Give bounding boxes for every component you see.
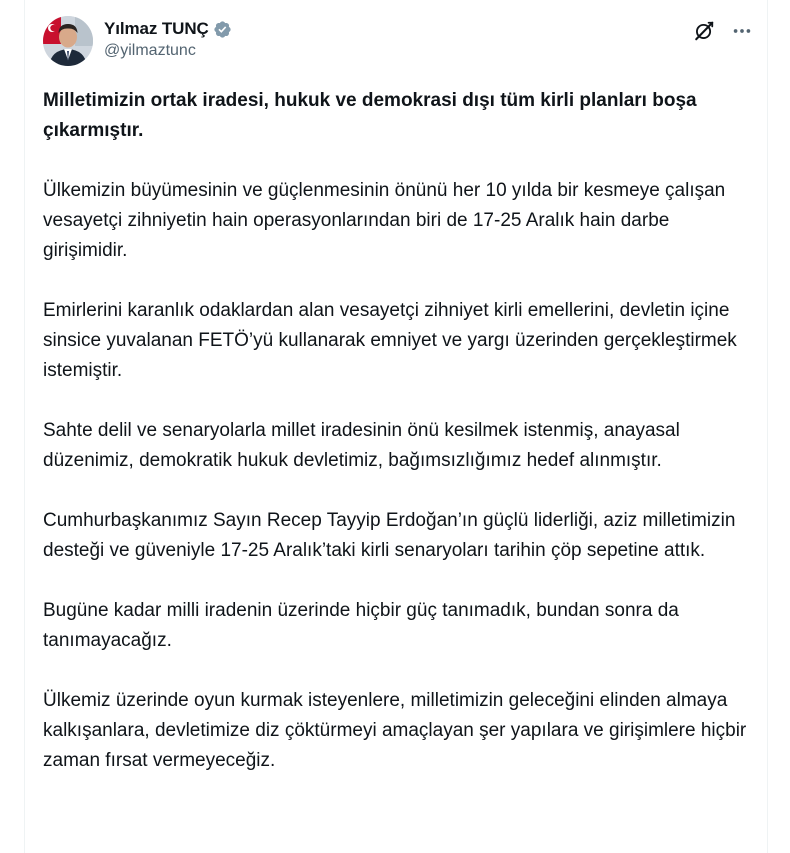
grok-icon[interactable] xyxy=(693,20,715,42)
tweet-paragraph: Cumhurbaşkanımız Sayın Recep Tayyip Erdoğan’ın güçlü liderliği, aziz milletimizin desteği ve güveniyle 17-25 Aralık’taki kirli senaryoları tarihin çöp sepetine attık. xyxy=(43,510,736,561)
tweet-text xyxy=(43,86,755,806)
display-name[interactable]: Yılmaz TUNÇ xyxy=(104,19,209,38)
name-row xyxy=(104,18,232,40)
tweet-paragraph: Ülkemizin büyümesinin ve güçlenmesinin önünü her 10 yılda bir kesmeye çalışan vesayetçi zihniyetin hain operasyonlarından biri de 17-25 Aralık hain darbe girişimidir. xyxy=(43,180,726,261)
author-names xyxy=(104,18,232,60)
tweet-paragraph-headline: Milletimizin ortak iradesi, hukuk ve demokrasi dışı tüm kirli planları boşa çıkarmıştır. xyxy=(43,90,697,141)
tweet-paragraph: Ülkemiz üzerinde oyun kurmak isteyenlere, milletimizin geleceğini elinden almaya kalkışanlara, devletimize diz çöktürmeyi amaçlayan şer yapılara ve girişimlere hiçbir zaman fırsat vermeyeceğiz. xyxy=(43,690,747,771)
author-handle[interactable]: @yilmaztunc xyxy=(104,42,196,59)
tweet-paragraph: Bugüne kadar milli iradenin üzerinde hiçbir güç tanımadık, bundan sonra da tanımayacağız. xyxy=(43,600,679,651)
tweet-card xyxy=(24,0,768,853)
verified-badge-icon[interactable] xyxy=(213,20,232,39)
tweet-paragraph: Emirlerini karanlık odaklardan alan vesayetçi zihniyet kirli emellerini, devletin içine sinsice yuvalanan FETÖ’yü kullanarak emniyet ve yargı üzerinden gerçekleştirmek istemiştir. xyxy=(43,300,737,381)
avatar[interactable] xyxy=(43,16,93,66)
tweet-paragraph: Sahte delil ve senaryolarla millet iradesinin önü kesilmek istenmiş, anayasal düzenimiz, demokratik hukuk devletimiz, bağımsızlığımız hedef alınmıştır. xyxy=(43,420,680,471)
more-horizontal-icon[interactable] xyxy=(731,20,753,42)
tweet-header xyxy=(43,16,753,68)
